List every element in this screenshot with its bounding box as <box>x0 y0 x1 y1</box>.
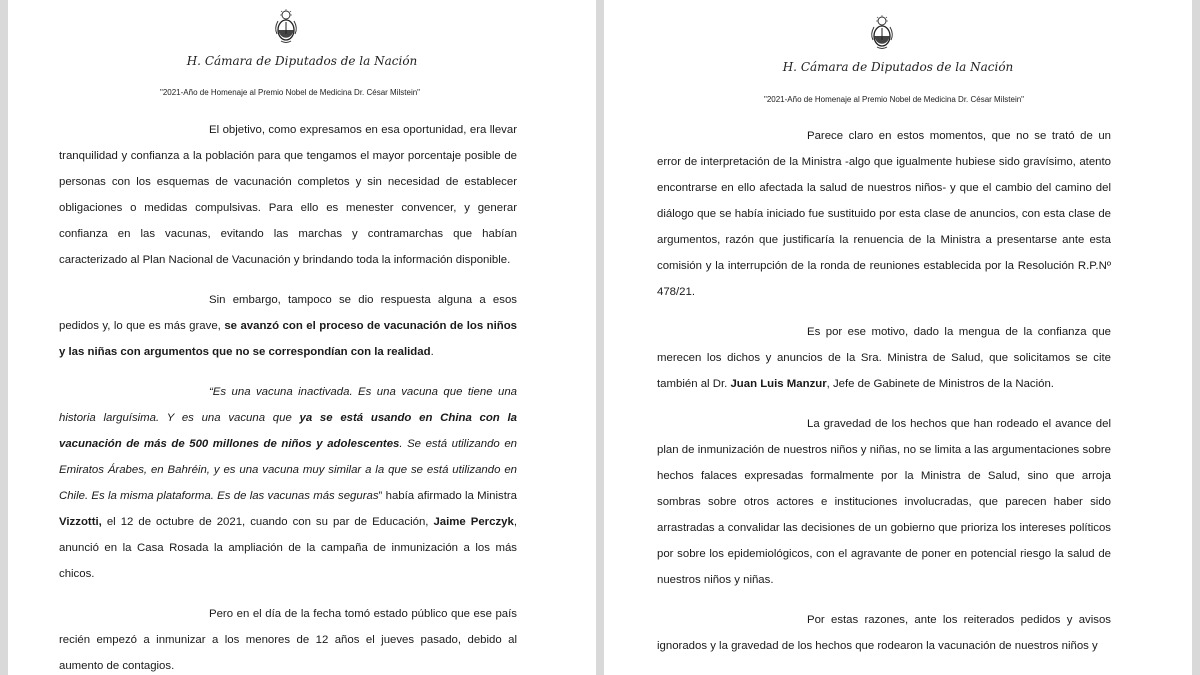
coat-of-arms-icon <box>868 14 896 50</box>
document-page-right <box>604 0 1192 675</box>
document-body <box>59 117 517 675</box>
paragraph: La gravedad de los hechos que han rodeado el avance del plan de inmunización de nuestros niños y niñas, no se limita a las argumentaciones sobre hechos falaces expresadas formalmente por la Ministra de Salud, sino que arroja sombras sobre otros actores e instituciones involucradas, que parecen haber sido arrastradas a convalidar las decisiones de un gobierno que prioriza los intereses políticos por sobre los epidemiológicos, con el agravante de poner en potencial riesgo la salud de nuestros niños y niñas. <box>657 418 1111 586</box>
name-manzur: Juan Luis Manzur <box>730 378 827 390</box>
bold-statement: se avanzó con el proceso de vacunación de los niños y las niñas con argumentos que no se correspondían con la realidad <box>59 320 517 358</box>
chamber-title: H. Cámara de Diputados de la Nación <box>782 60 1014 74</box>
bold-quote: ya se está usando en China con la vacunación de más de 500 millones de niños y adolescentes <box>59 412 517 450</box>
paragraph: Sin embargo, tampoco se dio respuesta alguna a esos pedidos y, lo que es más grave, se avanzó con el proceso de vacunación de los niños y las niñas con argumentos que no se correspondían con la realidad. <box>59 294 517 358</box>
paragraph-quote: “Es una vacuna inactivada. Es una vacuna que tiene una historia larguísima. Y es una vacuna que ya se está usando en China con la vacunación de más de 500 millones de niños y adolescentes. Se está utilizando en Emiratos Árabes, en Bahréin, y es una vacuna muy similar a la que se está utilizando en Chile. Es la misma plataforma. Es de las vacunas más seguras” había afirmado la Ministra Vizzotti, el 12 de octubre de 2021, cuando con su par de Educación, Jaime Perczyk, anunció en la Casa Rosada la ampliación de la campaña de inmunización a los más chicos. <box>59 386 518 580</box>
paragraph: Parece claro en estos momentos, que no se trató de un error de interpretación de la Ministra -algo que igualmente hubiese sido gravísimo, atento encontrarse en ello afectada la salud de nuestros niños- y que el cambio del camino del diálogo que se había iniciado fue sustituido por esta clase de anuncios, con esta clase de argumentos, razón que justificaría la renuencia de la Ministra a presentarse ante esta comisión y la interrupción de la ronda de reuniones establecida por la Resolución R.P.Nº 478/21. <box>657 130 1111 298</box>
paragraph: Pero en el día de la fecha tomó estado público que ese país recién empezó a inmunizar a los menores de 12 años el jueves pasado, debido al aumento de contagios. <box>59 608 517 672</box>
year-tagline: "2021-Año de Homenaje al Premio Nobel de Medicina Dr. César Milstein" <box>159 88 421 97</box>
coat-of-arms-icon <box>272 8 300 44</box>
paragraph: El objetivo, como expresamos en esa oportunidad, era llevar tranquilidad y confianza a la población para que tengamos el mayor porcentaje posible de personas con los esquemas de vacunación completos y sin necesidad de establecer obligaciones o medidas compulsivas. Para ello es menester convencer, y generar confianza en las vacunas, evitando las marchas y contramarchas que habían caracterizado al Plan Nacional de Vacunación y brindando toda la información disponible. <box>59 124 517 266</box>
name-perczyk: Jaime Perczyk <box>433 516 514 528</box>
name-vizzotti: Vizzotti, <box>59 516 102 528</box>
year-tagline: "2021-Año de Homenaje al Premio Nobel de Medicina Dr. César Milstein" <box>763 95 1025 104</box>
chamber-title: H. Cámara de Diputados de la Nación <box>186 54 418 68</box>
document-body <box>657 123 1111 673</box>
paragraph: Por estas razones, ante los reiterados pedidos y avisos ignorados y la gravedad de los hechos que rodearon la vacunación de nuestros niños y <box>657 614 1111 652</box>
paragraph: Es por ese motivo, dado la mengua de la confianza que merecen los dichos y anuncios de la Sra. Ministra de Salud, que solicitamos se cite también al Dr. Juan Luis Manzur, Jefe de Gabinete de Ministros de la Nación. <box>657 326 1111 390</box>
document-page-left <box>8 0 596 675</box>
